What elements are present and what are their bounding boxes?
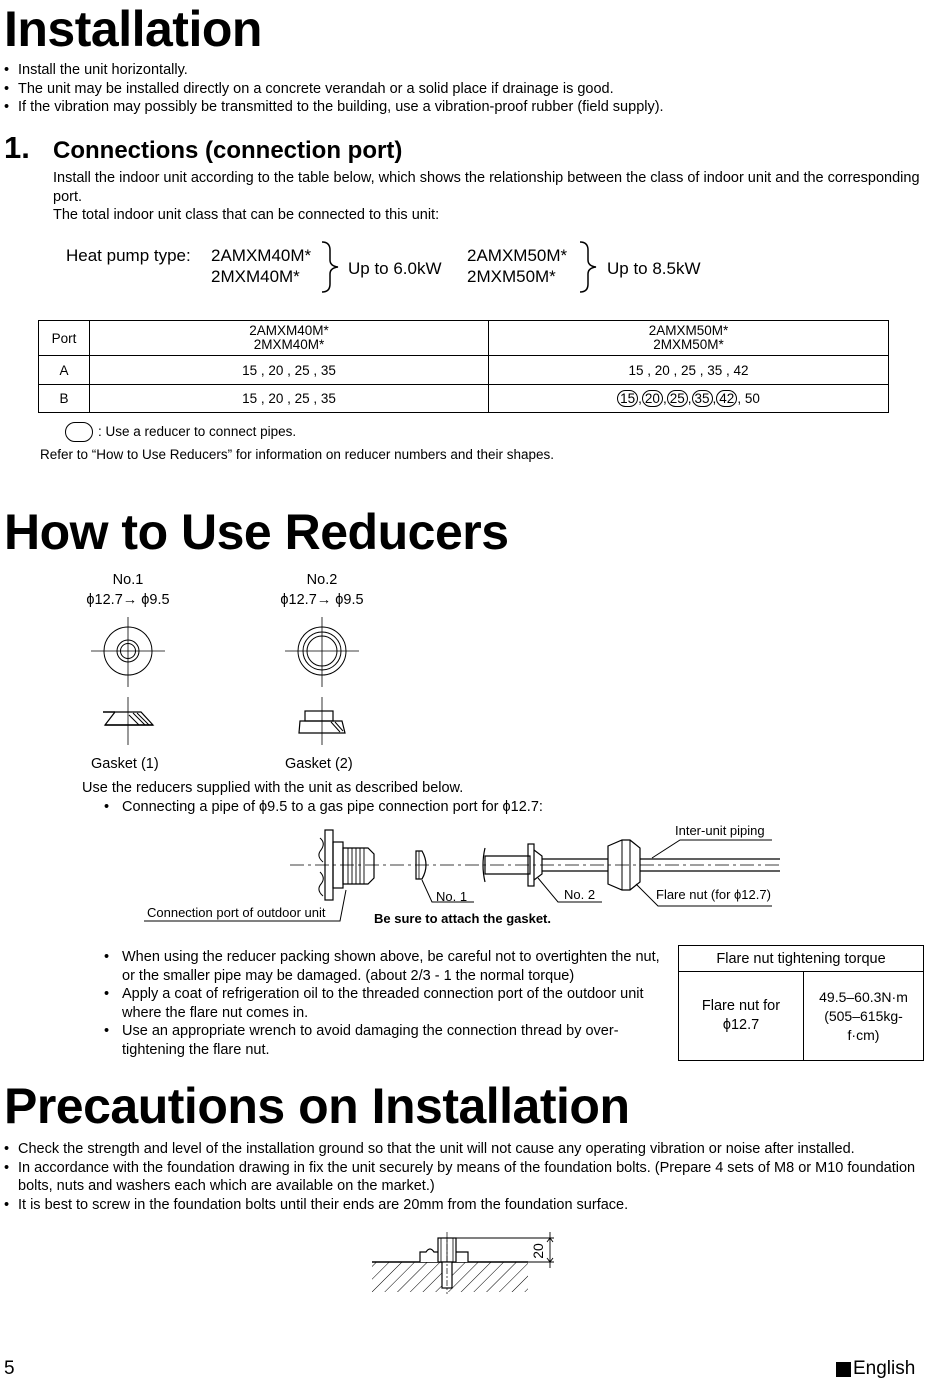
heat-pump-label: Heat pump type: [66,246,191,265]
connections-intro-2: The total indoor unit class that can be connected to this unit: [53,207,440,223]
list-item: • It is best to screw in the foundation bolts until their ends are 20mm from the foundation surface. [4,1196,939,1215]
circled-value: 42 [716,390,737,407]
model-label: 2AMXM50M* [467,246,568,265]
table-header-col1: 2AMXM40M* 2MXM40M* [90,321,489,356]
reducer-shapes-drawing [85,615,385,755]
torque-value: 49.5–60.3N·m (505–615kg- f·cm) [804,972,924,1061]
square-icon [836,1362,851,1377]
table-row [39,356,889,385]
torque-table [678,945,924,1061]
table-cell: B [39,385,90,413]
capacity-label: Up to 6.0kW [348,259,442,278]
table-cell: 15 , 20 , 25 , 35 , 42 , 50 [489,385,889,413]
table-row [39,385,889,413]
dimension-label: 20 [530,1243,546,1259]
gasket1-label: Gasket (1) [91,756,159,772]
gasket2-side-icon [299,697,345,745]
torque-label: Flare nut for ϕ12.7 [679,972,804,1061]
table-header-port: Port [39,321,90,356]
brace-icon [318,240,348,294]
list-item: • In accordance with the foundation drawing in fix the unit securely by means of the foundation bolts. (Prepare 4 sets of M8 or M10 foundation bolts, nuts and washers each which are available on the market.) [4,1159,939,1196]
table-value: 50 [744,391,760,406]
circle-legend-icon [65,422,93,442]
reducers-title: How to Use Reducers [4,504,509,560]
list-item: • If the vibration may possibly be transmitted to the building, use a vibration-proof rubber (field supply). [4,98,934,117]
installation-bullets [4,61,934,117]
list-item: • Use an appropriate wrench to avoid damaging the connection thread by over-tightening the flare nut. [104,1022,669,1059]
language-label: English [853,1358,916,1379]
table-header-col2: 2AMXM50M* 2MXM50M* [489,321,889,356]
capacity-label: Up to 8.5kW [607,259,701,278]
precautions-bullets [4,1140,939,1214]
list-item: • Apply a coat of refrigeration oil to the threaded connection port of the outdoor unit where the flare nut comes in. [104,985,669,1022]
table-cell: A [39,356,90,385]
model-label: 2MXM40M* [211,267,300,286]
inter-unit-piping-label: Inter-unit piping [675,823,765,838]
reducers-case [104,798,804,817]
table-cell: 15 , 20 , 25 , 35 , 42 [489,356,889,385]
table-cell: 15 , 20 , 25 , 35 [90,356,489,385]
list-item: • When using the reducer packing shown above, be careful not to overtighten the nut, or the smaller pipe may be damaged. (about 2/3 - 1 the normal torque) [104,948,669,985]
refer-text: Refer to “How to Use Reducers” for information on reducer numbers and their shapes. [40,447,554,462]
legend-text: : Use a reducer to connect pipes. [98,424,297,439]
reducer-no1-icon [91,617,165,687]
no2-label: No. 2 [564,887,596,902]
port-table [38,320,889,413]
installation-title: Installation [4,1,262,57]
connection-port-label: Connection port of outdoor unit [147,905,326,920]
list-item: • Install the unit horizontally. [4,61,934,80]
circled-value: 15 [617,390,638,407]
gasket-note: Be sure to attach the gasket. [374,911,551,926]
flare-nut-label: Flare nut (for ϕ12.7) [656,887,771,902]
page-number: 5 [4,1358,15,1379]
reducers-intro: Use the reducers supplied with the unit as described below. [82,780,464,796]
section-title: Connections (connection port) [53,137,403,164]
connections-intro: Install the indoor unit according to the table below, which shows the relationship between the class of indoor unit and the corresponding port. [53,170,920,205]
section-number: 1. [4,130,30,165]
reducer-no2-icon [285,617,359,687]
table-cell: 15 , 20 , 25 , 35 [90,385,489,413]
gasket1-side-icon [103,697,153,745]
table-row [39,321,889,356]
reducer-no1-label: No.1 [112,572,144,588]
no1-label: No. 1 [436,889,468,904]
model-label: 2AMXM40M* [211,246,312,265]
gasket2-label: Gasket (2) [285,756,353,772]
model-label: 2MXM50M* [467,267,556,286]
list-item: • The unit may be installed directly on a concrete verandah or a solid place if drainage is good. [4,80,934,99]
reducers-notes [104,948,669,1059]
list-item: • Connecting a pipe of ϕ9.5 to a gas pipe connection port for ϕ12.7: [104,798,804,817]
circled-value: 20 [642,390,663,407]
torque-header: Flare nut tightening torque [679,946,924,972]
circled-value: 25 [667,390,688,407]
table-row [679,972,924,1061]
table-row [679,946,924,972]
list-item: • Check the strength and level of the installation ground so that the unit will not cause any operating vibration or noise after installed. [4,1140,939,1159]
brace-icon [576,240,606,294]
circled-value: 35 [692,390,713,407]
reducer-no2-size: ϕ12.7→ ϕ9.5 [280,592,364,608]
precautions-title: Precautions on Installation [4,1078,630,1134]
reducer-no1-size: ϕ12.7→ ϕ9.5 [86,592,170,608]
reducer-no2-label: No.2 [306,572,338,588]
